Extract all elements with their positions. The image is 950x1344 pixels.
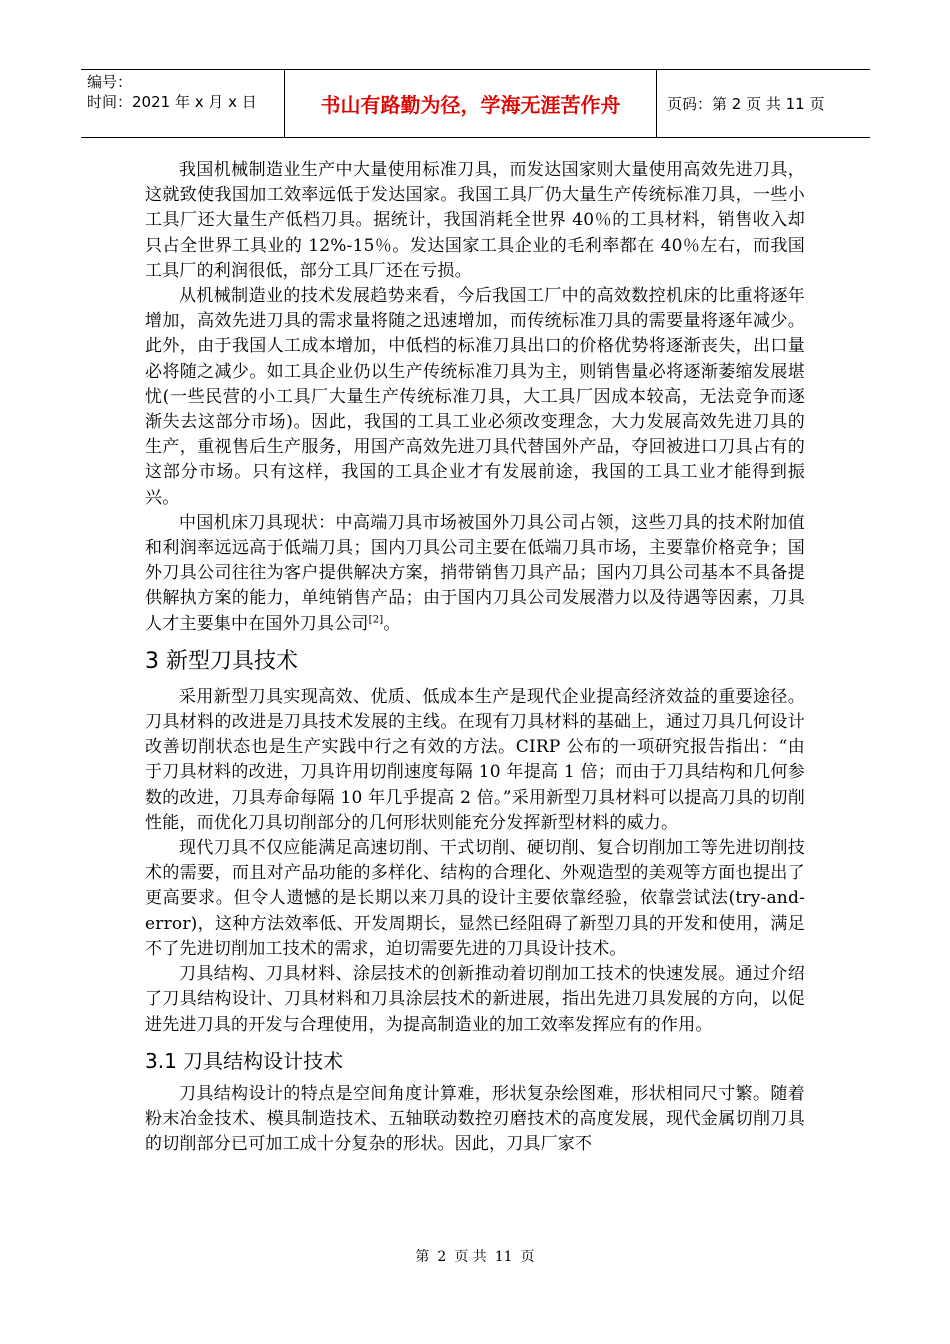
paragraph: 刀具结构、刀具材料、涂层技术的创新推动着切削加工技术的快速发展。通过介绍了刀具结构设计、刀具材料和刀具涂层技术的新进展，指出先进刀具发展的方向，以促进先进刀具的开发与合理使用，为提高制造业的加工效率发挥应有的作用。 [145, 964, 805, 1035]
footer-mid: 页 共 [454, 1249, 487, 1265]
footer-prefix: 第 [415, 1249, 430, 1265]
page-footer [0, 1246, 950, 1266]
paragraph: 从机械制造业的技术发展趋势来看，今后我国工厂中的高效数控机床的比重将逐年增加，高效先进刀具的需求量将随之迅速增加，而传统标准刀具的需要量将逐年减少。此外，由于我国人工成本增加，中低档的标准刀具出口的价格优势将逐渐丧失，出口量必将随之减少。如工具企业仍以生产传统标准刀具为主，则销售量必将逐渐萎缩发展堪忧(一些民营的小工具厂大量生产传统标准刀具，大工具厂因成本较高，无法竞争而逐渐失去这部分市场)。因此，我国的工具工业必须改变理念，大力发展高效先进刀具的生产，重视售后生产服务，用国产高效先进刀具代替国外产品，夺回被进口刀具占有的这部分市场。只有这样，我国的工具企业才有发展前途，我国的工具工业才能得到振兴。 [145, 286, 805, 508]
paragraph: 刀具结构设计的特点是空间角度计算难，形状复杂绘图难，形状相同尺寸繁。随着粉末冶金技术、模具制造技术、五轴联动数控刃磨技术的高度发展，现代金属切削刀具的切削部分已可加工成十分复杂的形状。因此，刀具厂家不 [145, 1083, 805, 1155]
paragraph [145, 511, 805, 637]
paragraph: 我国机械制造业生产中大量使用标准刀具，而发达国家则大量使用高效先进刀具，这就致使我国加工效率远低于发达国家。我国工具厂仍大量生产传统标准刀具，一些小工具厂还大量生产低档刀具。据统计，我国消耗全世界 40％的工具材料，销售收入却只占全世界工具业的 12%-15％。发达国家工具企业的毛利率都在 40％左右，而我国工具厂的利润很低，部分工具厂还在亏损。 [145, 160, 805, 281]
document-body [145, 158, 805, 1157]
citation-ref: [2] [368, 614, 384, 625]
paragraph-text: 中国机床刀具现状：中高端刀具市场被国外刀具公司占领，这些刀具的技术附加值和利润率远远高于低端刀具；国内刀具公司主要在低端刀具市场，主要靠价格竞争；国外刀具公司往往为客户提供解决方案，捎带销售刀具产品；国内刀具公司基本不具备提供解执方案的能力，单纯销售产品；由于国内刀具公司发展潜力以及待遇等因素，刀具人才主要集中在国外刀具公司 [145, 512, 805, 634]
document-header [81, 69, 870, 138]
footer-suffix: 页 [520, 1249, 535, 1265]
footer-page-number: 2 [437, 1249, 447, 1265]
header-motto: 书山有路勤为径，学海无涯苦作舟 [285, 70, 657, 137]
section-heading: 3 新型刀具技术 [145, 648, 298, 674]
header-number-label: 编号： [87, 73, 133, 91]
subsection-heading: 3.1 刀具结构设计技术 [145, 1048, 344, 1073]
header-page-info: 页码：第 2 页 共 11 页 [667, 95, 825, 113]
paragraph-end: 。 [383, 613, 401, 634]
paragraph: 采用新型刀具实现高效、优质、低成本生产是现代企业提高经济效益的重要途径。刀具材料的改进是刀具技术发展的主线。在现有刀具材料的基础上，通过刀具几何设计改善切削状态也是生产实践中行之有效的方法。CIRP 公布的一项研究报告指出：“由于刀具材料的改进，刀具许用切削速度每隔 10 年提高 1 倍；而由于刀具结构和几何参数的改进，刀具寿命每隔 10 年几乎提高 2 倍。”采用新型刀具材料可以提高刀具的切削性能，而优化刀具切削部分的几何形状则能充分发挥新型材料的威力。 [145, 686, 805, 833]
header-time-label: 时间：2021 年 x 月 x 日 [87, 93, 257, 111]
footer-page-total: 11 [494, 1249, 513, 1265]
header-meta [81, 70, 285, 137]
paragraph: 现代刀具不仅应能满足高速切削、干式切削、硬切削、复合切削加工等先进切削技术的需要，而且对产品功能的多样化、结构的合理化、外观造型的美观等方面也提出了更高要求。但令人遗憾的是长期以来刀具的设计主要依靠经验，依靠尝试法(try-and-error)，这种方法效率低、开发周期长，显然已经阻碍了新型刀具的开发和使用，满足不了先进切削加工技术的需求，迫切需要先进的刀具设计技术。 [145, 838, 805, 959]
